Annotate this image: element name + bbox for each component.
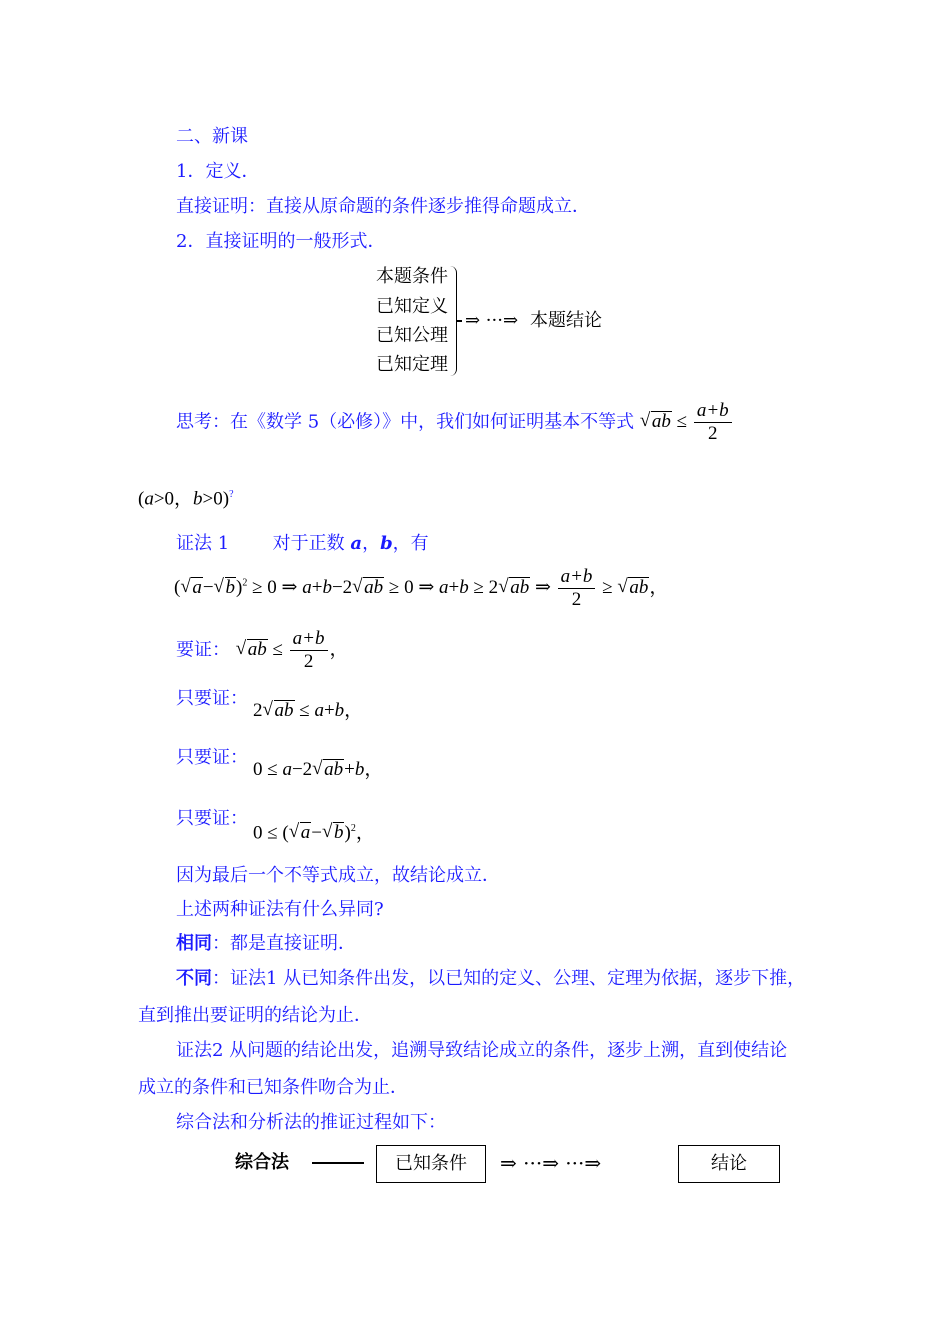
proof2-compare-line-2: 成立的条件和已知条件吻合为止． bbox=[138, 1077, 408, 1098]
scheme-result: 本题结论 bbox=[530, 310, 602, 331]
diff-line-1: 不同：证法1 从已知条件出发，以已知的定义、公理、定理为依据，逐步下推， bbox=[176, 968, 806, 989]
only-need-label: 只要证： bbox=[176, 808, 248, 829]
only-need-step-1: 2 √ ab ≤ a+b， bbox=[253, 699, 364, 721]
diff-line-2: 直到推出要证明的结论为止． bbox=[138, 1005, 372, 1026]
method-label: 综合法 bbox=[235, 1152, 289, 1173]
general-form-heading: 2．直接证明的一般形式． bbox=[176, 231, 386, 252]
need-prove-label: 要证： bbox=[176, 639, 230, 661]
same-line: 相同：都是直接证明． bbox=[176, 933, 356, 954]
start-box: 已知条件 bbox=[376, 1145, 486, 1183]
question-line: 思考：在《数学 5（必修）》中，我们如何证明基本不等式 √ ab ≤ $\frac{a+b}{2}$ bbox=[176, 400, 734, 445]
sqrt-ab: √ ab bbox=[639, 409, 671, 432]
section-heading: 二、新课 bbox=[176, 126, 248, 147]
fraction-a-plus-b-over-2: $\frac{a+b}{2}$ bbox=[694, 400, 732, 445]
only-need-label: 只要证： bbox=[176, 688, 248, 709]
proof2-compare-line-1: 证法2 从问题的结论出发，追溯导致结论成立的条件，逐步上溯，直到使结论 bbox=[176, 1040, 788, 1061]
scheme-item: 已知定义 bbox=[376, 296, 448, 317]
only-need-step-2: 0 ≤ a−2 √ ab+b， bbox=[253, 758, 384, 780]
diff-label: 不同 bbox=[176, 968, 212, 989]
scheme-item: 已知定理 bbox=[376, 354, 448, 375]
proof1-label: 证法 1 bbox=[176, 533, 230, 554]
definition-heading: 1．定义． bbox=[176, 161, 260, 182]
brace-point bbox=[456, 320, 462, 322]
compare-question: 上述两种证法有什么异同? bbox=[176, 899, 384, 920]
connector-line bbox=[312, 1162, 364, 1164]
same-label: 相同 bbox=[176, 933, 212, 954]
scheme-item: 已知公理 bbox=[376, 325, 448, 346]
proof1-chain: ( √ a− √ b)$^2$ ≥ 0 ⇒ a+b−2 √ ab ≥ 0 ⇒ a+b ≥ 2 √ ab ⇒ $\frac{a+b}{2}$ ≥ √ ab， bbox=[174, 566, 669, 610]
only-need-step-3: 0 ≤ ( √ a− √ b)$^2$， bbox=[253, 821, 375, 844]
need-prove-line: 要证： √ ab ≤ $\frac{a+b}{2}$ ， bbox=[176, 628, 349, 672]
proof1-intro: 证法 1 对于正数 a，b，有 bbox=[176, 533, 429, 554]
only-need-label: 只要证： bbox=[176, 747, 248, 768]
flow-arrows: ⇒ ···⇒ ···⇒ bbox=[500, 1151, 602, 1175]
definition-text: 直接证明：直接从原命题的条件逐步推得命题成立． bbox=[176, 196, 590, 217]
scheme-item: 本题条件 bbox=[376, 266, 448, 287]
end-box: 结论 bbox=[678, 1145, 780, 1183]
because-text: 因为最后一个不等式成立，故结论成立． bbox=[176, 865, 500, 886]
scheme-arrows: ⇒ ···⇒ bbox=[465, 310, 519, 331]
question-condition: (a>0，b>0)? bbox=[138, 488, 234, 510]
question-text: 思考：在《数学 5（必修）》中，我们如何证明基本不等式 bbox=[176, 411, 635, 433]
process-intro: 综合法和分析法的推证过程如下： bbox=[176, 1112, 446, 1133]
